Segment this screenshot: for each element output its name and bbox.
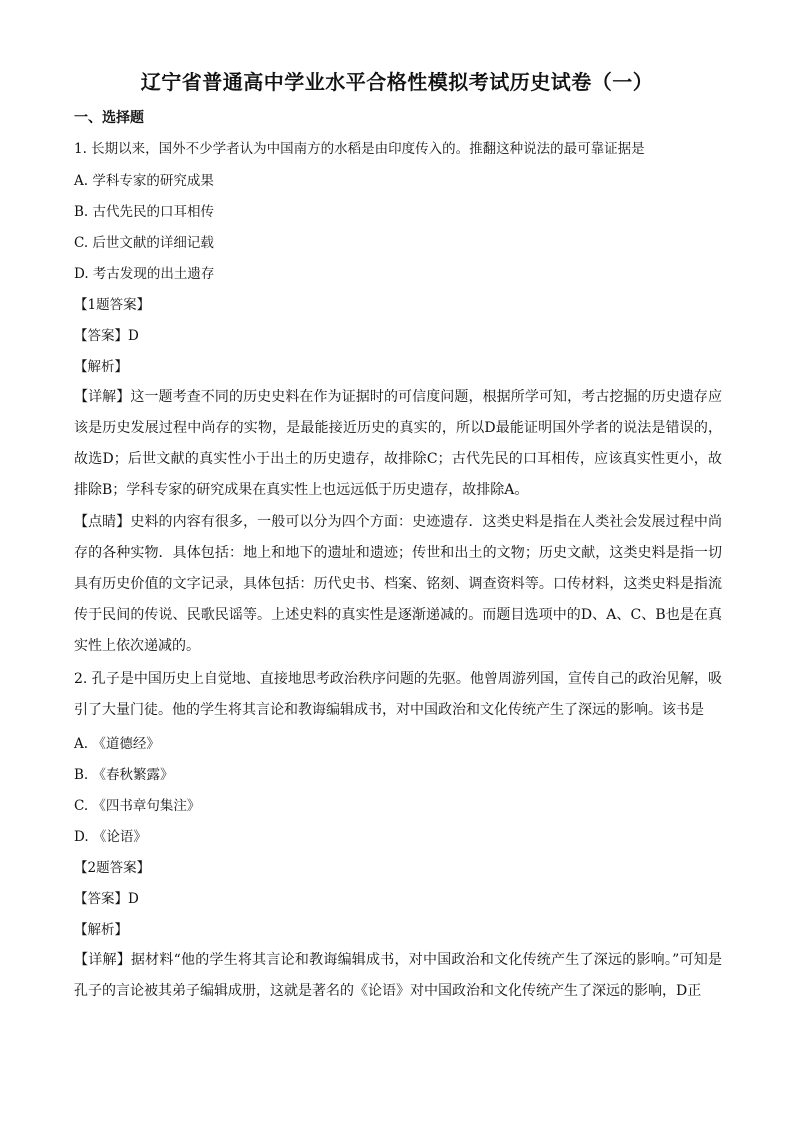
q2-detail: 【详解】据材料“他的学生将其言论和教诲编辑成书，对中国政治和文化传统产生了深远的影响。”可知是孔子的言论被其弟子编辑成册，这就是著名的《论语》对中国政治和文化传统产生了深远的影响，D正 <box>74 952 722 999</box>
q1-answer-tag: 【1题答案】 <box>74 297 151 313</box>
q1-answer: 【答案】D <box>74 328 139 344</box>
q1-option-c: C. 后世文献的详细记载 <box>74 235 214 251</box>
q2-stem: 2. 孔子是中国历史上自觉地、直接地思考政治秩序问题的先驱。他曾周游列国，宣传自己的政治见解，吸引了大量门徒。他的学生将其言论和教诲编辑成书，对中国政治和文化传统产生了深远的影响。该书是 <box>74 671 722 718</box>
q2-option-c: C. 《四书章句集注》 <box>74 798 201 814</box>
q2-option-a: A. 《道德经》 <box>74 736 160 752</box>
q2-option-b: B. 《春秋繁露》 <box>74 767 174 783</box>
q2-option-d: D. 《论语》 <box>74 829 147 845</box>
q1-detail: 【详解】这一题考查不同的历史史料在作为证据时的可信度问题，根据所学可知，考古挖掘的历史遗存应该是历史发展过程中尚存的实物，是最能接近历史的真实的，所以D最能证明国外学者的说法是错误的，故选D；后世文献的真实性小于出土的历史遗存，故排除C；古代先民的口耳相传，应该真实性更小，故排除B；学科专家的研究成果在真实性上也远远低于历史遗存，故排除A。 <box>74 389 722 498</box>
q1-analysis-tag: 【解析】 <box>74 359 128 375</box>
q1-option-b: B. 古代先民的口耳相传 <box>74 204 215 220</box>
section-heading: 一、选择题 <box>74 110 144 126</box>
q2-analysis-tag: 【解析】 <box>74 922 128 938</box>
document-title: 辽宁省普通高中学业水平合格性模拟考试历史试卷（一） <box>140 70 654 94</box>
q1-note: 【点睛】史料的内容有很多，一般可以分为四个方面：史迹遗存．这类史料是指在人类社会发展过程中尚存的各种实物．具体包括：地上和地下的遗址和遗迹；传世和出土的文物；历史文献，这类史料是指一切具有历史价值的文字记录，具体包括：历代史书、档案、铭刻、调查资料等。口传材料，这类史料是指流传于民间的传说、民歌民谣等。上述史料的真实性是逐渐递减的。而题目选项中的D、A、C、B也是在真实性上依次递减的。 <box>74 514 722 654</box>
q1-stem: 1. 长期以来，国外不少学者认为中国南方的水稻是由印度传入的。推翻这种说法的最可靠证据是 <box>74 141 645 157</box>
q2-answer-tag: 【2题答案】 <box>74 860 151 876</box>
q1-option-a: A. 学科专家的研究成果 <box>74 173 214 189</box>
q1-option-d: D. 考古发现的出土遗存 <box>74 266 215 282</box>
q2-answer: 【答案】D <box>74 891 139 907</box>
